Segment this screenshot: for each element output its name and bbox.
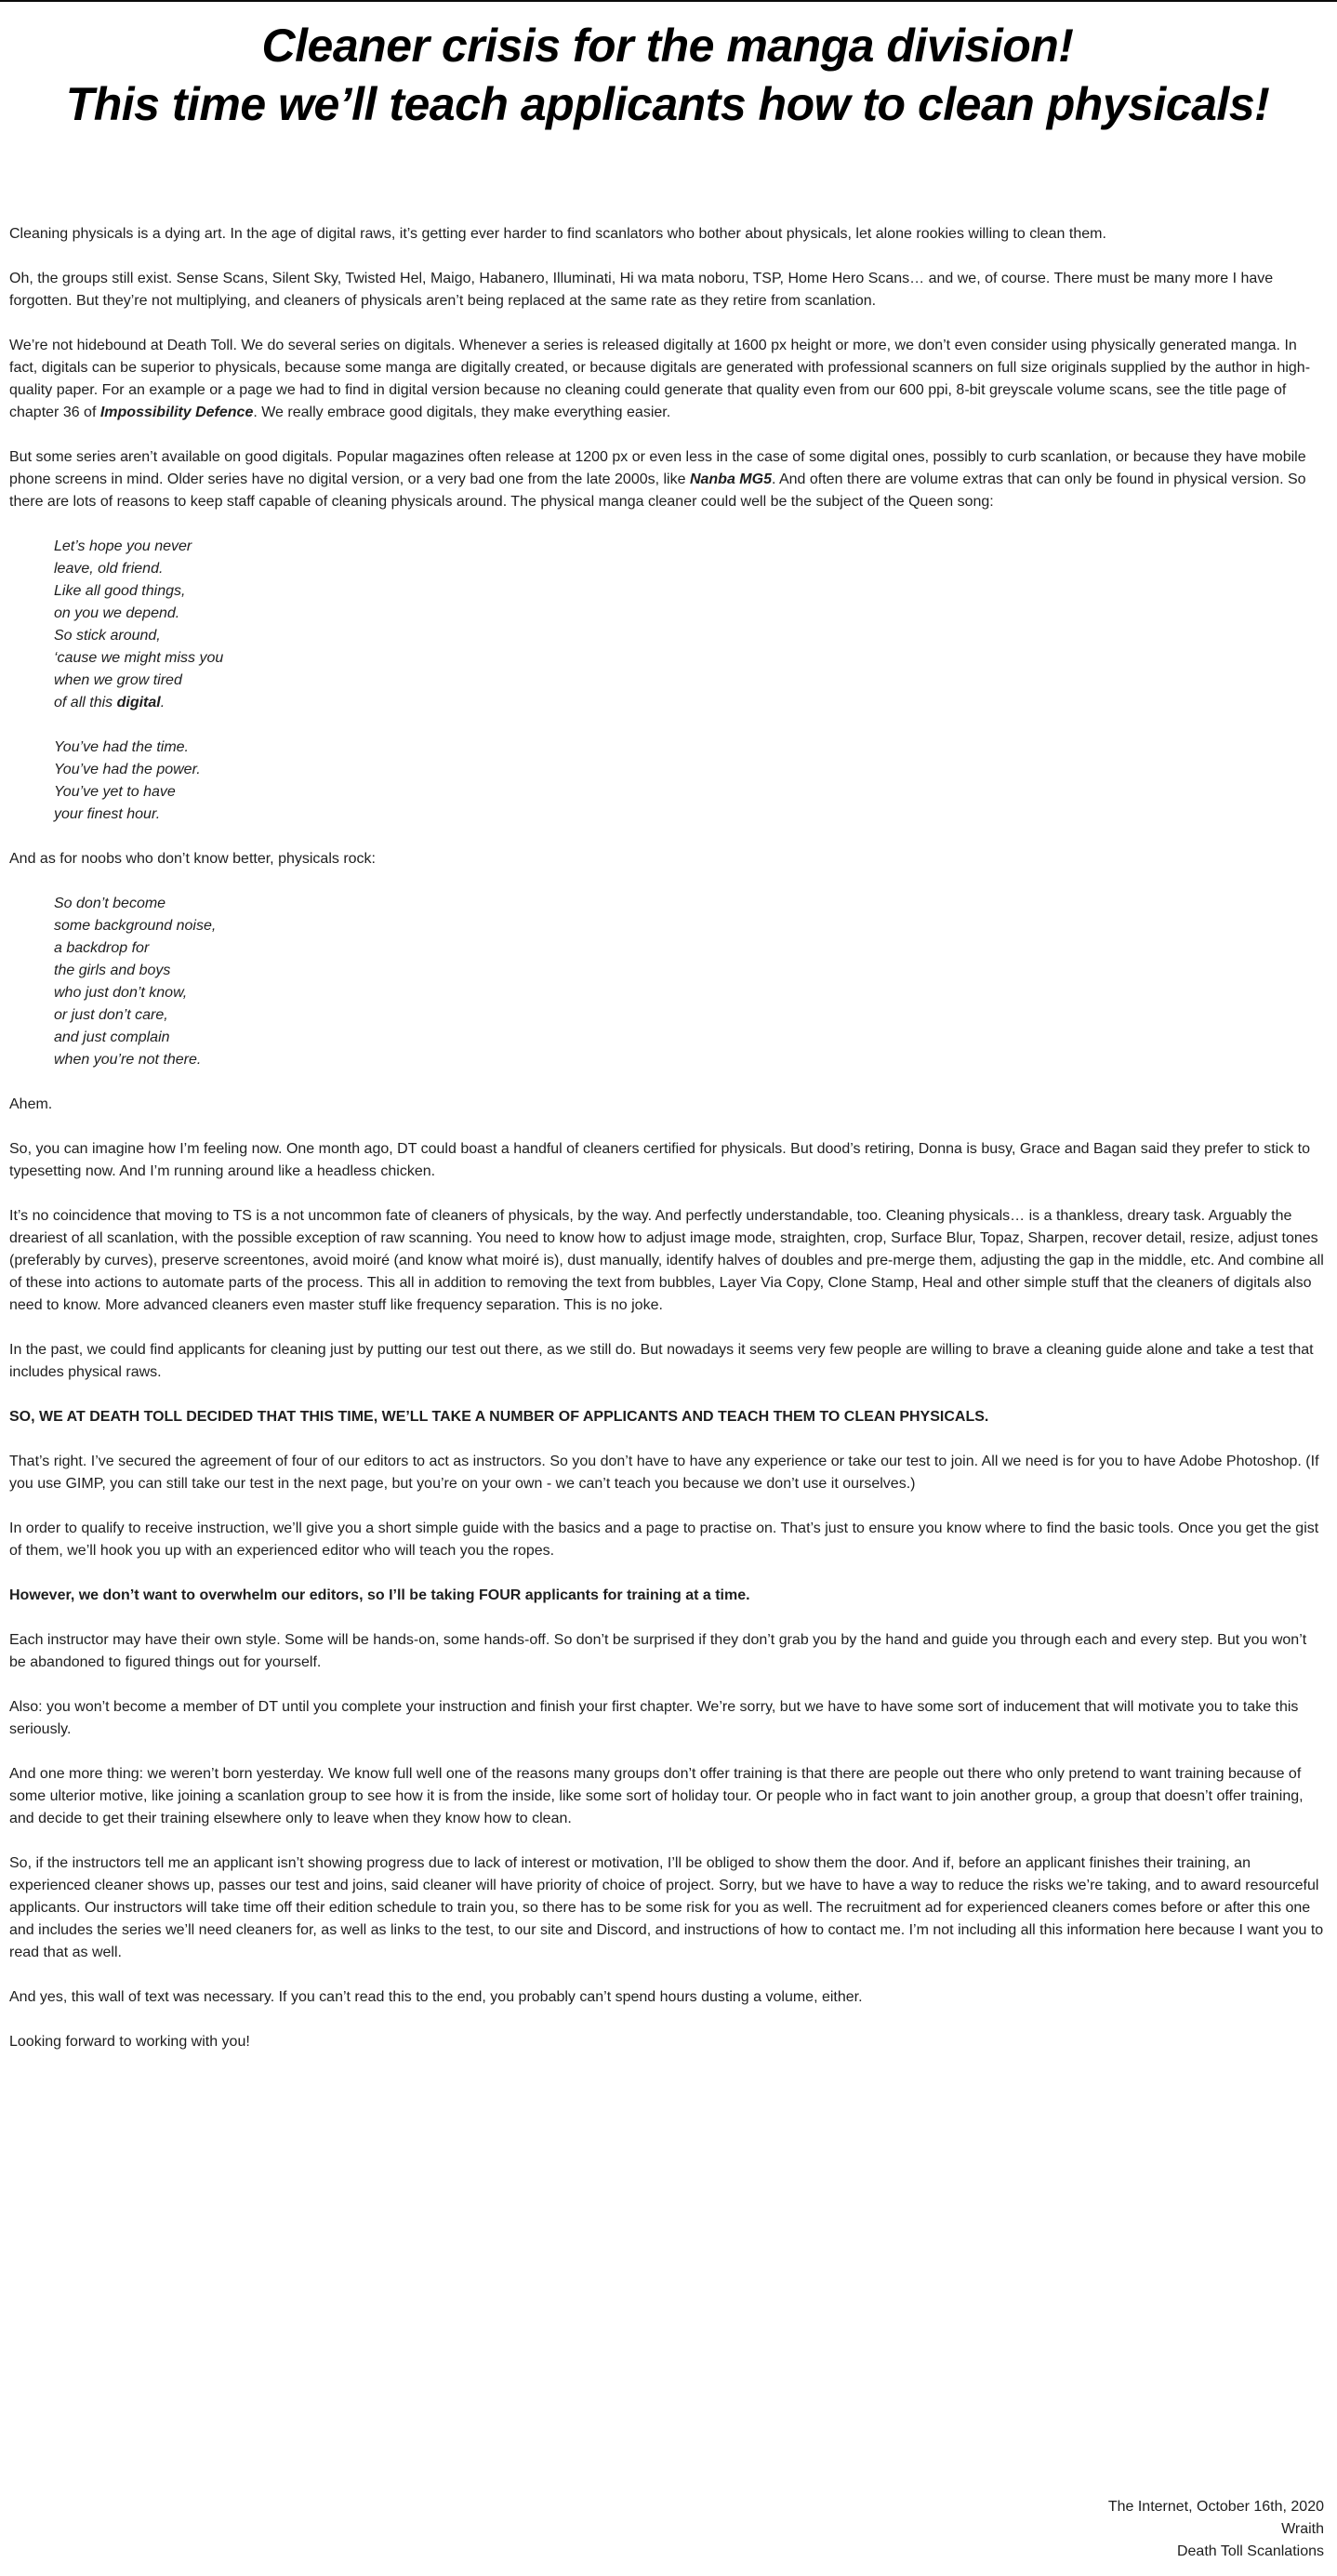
text-segment: the girls and boys: [54, 963, 171, 978]
text-segment: Oh, the groups still exist. Sense Scans, Silent Sky, Twisted Hel, Maigo, Habanero, Illuminati, Hi wa mata noboru, TSP, Home Hero Scans… and we, of course. There must be many more I have forgotten. But they’re not multiplying, and cleaners of physicals aren’t being replaced at the same rate as they retire from scanlation.: [9, 271, 1274, 309]
paragraph: [9, 1986, 1326, 2009]
text-segment: You’ve had the power.: [54, 762, 201, 777]
paragraph: [9, 1339, 1326, 1384]
text-segment: Ahem.: [9, 1096, 53, 1112]
text-segment: .: [160, 695, 165, 710]
text-segment: And as for noobs who don’t know better, physicals rock:: [9, 851, 376, 867]
text-segment: So stick around,: [54, 628, 161, 644]
text-segment: when you’re not there.: [54, 1052, 202, 1068]
poem-line: [54, 737, 1326, 759]
text-segment: And one more thing: we weren’t born yesterday. We know full well one of the reasons many groups don’t offer training is that there are people out there who only pretend to want training because of some ulterior motive, like joining a scanlation group to see how it is from the inside, like some sort of holiday tour. Or people who in fact want to join another group, a group that doesn’t offer training, and decide to get their training elsewhere only to leave when they know how to clean.: [9, 1766, 1304, 1826]
poem-line: [54, 670, 1326, 692]
signature-date: The Internet, October 16th, 2020: [1107, 2499, 1324, 2515]
poem-line: [54, 982, 1326, 1004]
poem-stanza: [9, 737, 1326, 826]
poem-line: [54, 580, 1326, 603]
paragraph: [9, 1138, 1326, 1183]
poem-stanza: [9, 893, 1326, 1071]
poem-line: [54, 536, 1326, 558]
poem-line: [54, 960, 1326, 982]
text-segment: In order to qualify to receive instruction, we’ll give you a short simple guide with the basics and a page to practise on. That’s just to ensure you know where to find the basic tools. Once you get the gist of them, we’ll hook you up with an experienced editor who will teach you the ropes.: [9, 1520, 1319, 1559]
text-segment: on you we depend.: [54, 605, 180, 621]
poem-line: [54, 915, 1326, 937]
poem-line: [54, 759, 1326, 781]
paragraph: [9, 2031, 1326, 2053]
body-blocks: [9, 223, 1326, 2076]
paragraph: [9, 848, 1326, 870]
text-segment: That’s right. I’ve secured the agreement of four of our editors to act as instructors. So you don’t have to have any experience or take our test to join. All we need is for you to have Adobe Photoshop. (If you use GIMP, you can still take our test in the next page, but you’re on your own - we can’t teach you because we don’t use it ourselves.): [9, 1454, 1319, 1492]
poem-line: [54, 893, 1326, 915]
text-segment: your finest hour.: [54, 806, 161, 822]
paragraph: [9, 223, 1326, 246]
text-segment: Like all good things,: [54, 583, 186, 599]
text-segment: Each instructor may have their own style. Some will be hands-on, some hands-off. So don’t be surprised if they don’t grab you by the hand and guide you through each and every step. But you won’t be abandoned to figured things out for yourself.: [9, 1632, 1307, 1670]
page-title: [9, 17, 1326, 134]
text-segment: a backdrop for: [54, 940, 150, 956]
text-segment: But some series aren’t available on good digitals. Popular magazines often release at 1200 px or even less in the case of some digital ones, possibly to curb scanlation, or because they have mobile phone screens in mind. Older series have no digital version, or a very bad one from the late 2000s, like: [9, 449, 1306, 487]
poem-line: [54, 647, 1326, 670]
paragraph: [9, 1629, 1326, 1674]
poem-line: [54, 603, 1326, 625]
emphasized-text: digital: [116, 695, 161, 710]
poem-stanza: [9, 536, 1326, 714]
paragraph: [9, 1696, 1326, 1741]
title-line-1: Cleaner crisis for the manga division!: [261, 20, 1074, 72]
text-segment: So, you can imagine how I’m feeling now. One month ago, DT could boast a handful of cleaners certified for physicals. But dood’s retiring, Donna is busy, Grace and Bagan said they prefer to stick to typesetting now. And I’m running around like a headless chicken.: [9, 1141, 1310, 1179]
text-segment: SO, WE AT DEATH TOLL DECIDED THAT THIS TIME, WE’LL TAKE A NUMBER OF APPLICANTS AND TEACH THEM TO CLEAN PHYSICALS.: [9, 1409, 989, 1425]
text-segment: ‘cause we might miss you: [54, 650, 224, 666]
text-segment: . We really embrace good digitals, they make everything easier.: [253, 405, 671, 420]
text-segment: who just don’t know,: [54, 985, 188, 1001]
poem-line: [54, 781, 1326, 803]
paragraph: [9, 335, 1326, 424]
text-segment: So don’t become: [54, 896, 166, 911]
paragraph: [9, 268, 1326, 312]
text-segment: when we grow tired: [54, 672, 182, 688]
title-line-2: This time we’ll teach applicants how to clean physicals!: [65, 78, 1270, 130]
signature-author: Wraith: [1281, 2521, 1324, 2537]
poem-line: [54, 803, 1326, 826]
text-segment: of all this: [54, 695, 117, 710]
text-segment: Looking forward to working with you!: [9, 2034, 250, 2050]
paragraph: [9, 1451, 1326, 1495]
poem-line: [54, 1004, 1326, 1027]
text-segment: We’re not hidebound at Death Toll. We do several series on digitals. Whenever a series is released digitally at 1600 px height or more, we don’t even consider using physically generated manga. In fact, digitals can be superior to physicals, because some manga are digitally created, or because digitals are generated with professional scanners on full size originals supplied by the author in high-quality paper. For an example or a page we had to find in digital version because no cleaning could generate that quality even from our 600 ppi, 8-bit greyscale volume scans, see the title page of chapter 36 of: [9, 338, 1311, 420]
text-segment: You’ve had the time.: [54, 739, 189, 755]
signature-block: [9, 2496, 1326, 2563]
text-segment: Also: you won’t become a member of DT until you complete your instruction and finish your first chapter. We’re sorry, but we have to have some sort of inducement that will motivate you to take this seriously.: [9, 1699, 1299, 1737]
poem-line: [54, 1027, 1326, 1049]
text-segment: In the past, we could find applicants for cleaning just by putting our test out there, as we still do. But nowadays it seems very few people are willing to brave a cleaning guide alone and take a test that includes physical raws.: [9, 1342, 1314, 1380]
paragraph: [9, 1763, 1326, 1830]
text-segment: Cleaning physicals is a dying art. In the age of digital raws, it’s getting ever harder to find scanlators who bother about physicals, let alone rookies willing to clean them.: [9, 226, 1106, 242]
paragraph: [9, 1518, 1326, 1562]
paragraph: [9, 446, 1326, 513]
signature-group: Death Toll Scanlations: [1176, 2543, 1324, 2559]
text-segment: However, we don’t want to overwhelm our editors, so I’ll be taking FOUR applicants for training at a time.: [9, 1587, 750, 1603]
text-segment: or just don’t care,: [54, 1007, 168, 1023]
emphasized-text: Nanba MG5: [689, 471, 772, 487]
poem-line: [54, 625, 1326, 647]
emphasized-text: Impossibility Defence: [99, 405, 254, 420]
text-segment: Let’s hope you never: [54, 538, 192, 554]
text-segment: And yes, this wall of text was necessary. If you can’t read this to the end, you probably can’t spend hours dusting a volume, either.: [9, 1989, 863, 2005]
text-segment: and just complain: [54, 1029, 170, 1045]
poem-line: [54, 558, 1326, 580]
paragraph: [9, 1205, 1326, 1317]
paragraph: [9, 1094, 1326, 1116]
text-segment: You’ve yet to have: [54, 784, 176, 800]
text-segment: leave, old friend.: [54, 561, 164, 577]
paragraph: [9, 1852, 1326, 1964]
poem-line: [54, 692, 1326, 714]
poem-line: [54, 937, 1326, 960]
poem-line: [54, 1049, 1326, 1071]
text-segment: . And often there are volume extras that can only be found in physical version. So there are lots of reasons to keep staff capable of cleaning physicals around. The physical manga cleaner could well be the subject of the Queen song:: [9, 471, 1306, 510]
text-segment: It’s no coincidence that moving to TS is a not uncommon fate of cleaners of physicals, by the way. And perfectly understandable, too. Cleaning physicals… is a thankless, dreary task. Arguably the dreariest of all scanlation, with the possible exception of raw scanning. You need to know how to adjust image mode, straighten, crop, Surface Blur, Topaz, Sharpen, recover detail, resize, adjust tones (preferably by curves), preserve screentones, avoid moiré (and know what moiré is), dust manually, identify halves of doubles and pre-merge them, adjusting the gap in the middle, etc. And combine all of these into actions to automate parts of the process. This all in addition to removing the text from bubbles, Layer Via Copy, Clone Stamp, Heal and other simple stuff that the cleaners of digitals also need to know. More advanced cleaners even master stuff like frequency separation. This is no joke.: [9, 1208, 1324, 1313]
bold-paragraph: [9, 1585, 1326, 1607]
text-segment: some background noise,: [54, 918, 217, 934]
text-segment: So, if the instructors tell me an applicant isn’t showing progress due to lack of interest or motivation, I’ll be obliged to show them the door. And if, before an applicant finishes their training, an experienced cleaner shows up, passes our test and joins, said cleaner will have priority of choice of project. Sorry, but we have to have a way to reduce the risks we’re taking, and to award resourceful applicants. Our instructors will take time off their edition schedule to train you, so there has to be some risk for you as well. The recruitment ad for experienced cleaners comes before or after this one and includes the series we’ll need cleaners for, as well as links to the test, to our site and Discord, and instructions of how to contact me. I’m not including all this information here because I want you to read that as well.: [9, 1855, 1324, 1960]
bold-paragraph: [9, 1406, 1326, 1428]
